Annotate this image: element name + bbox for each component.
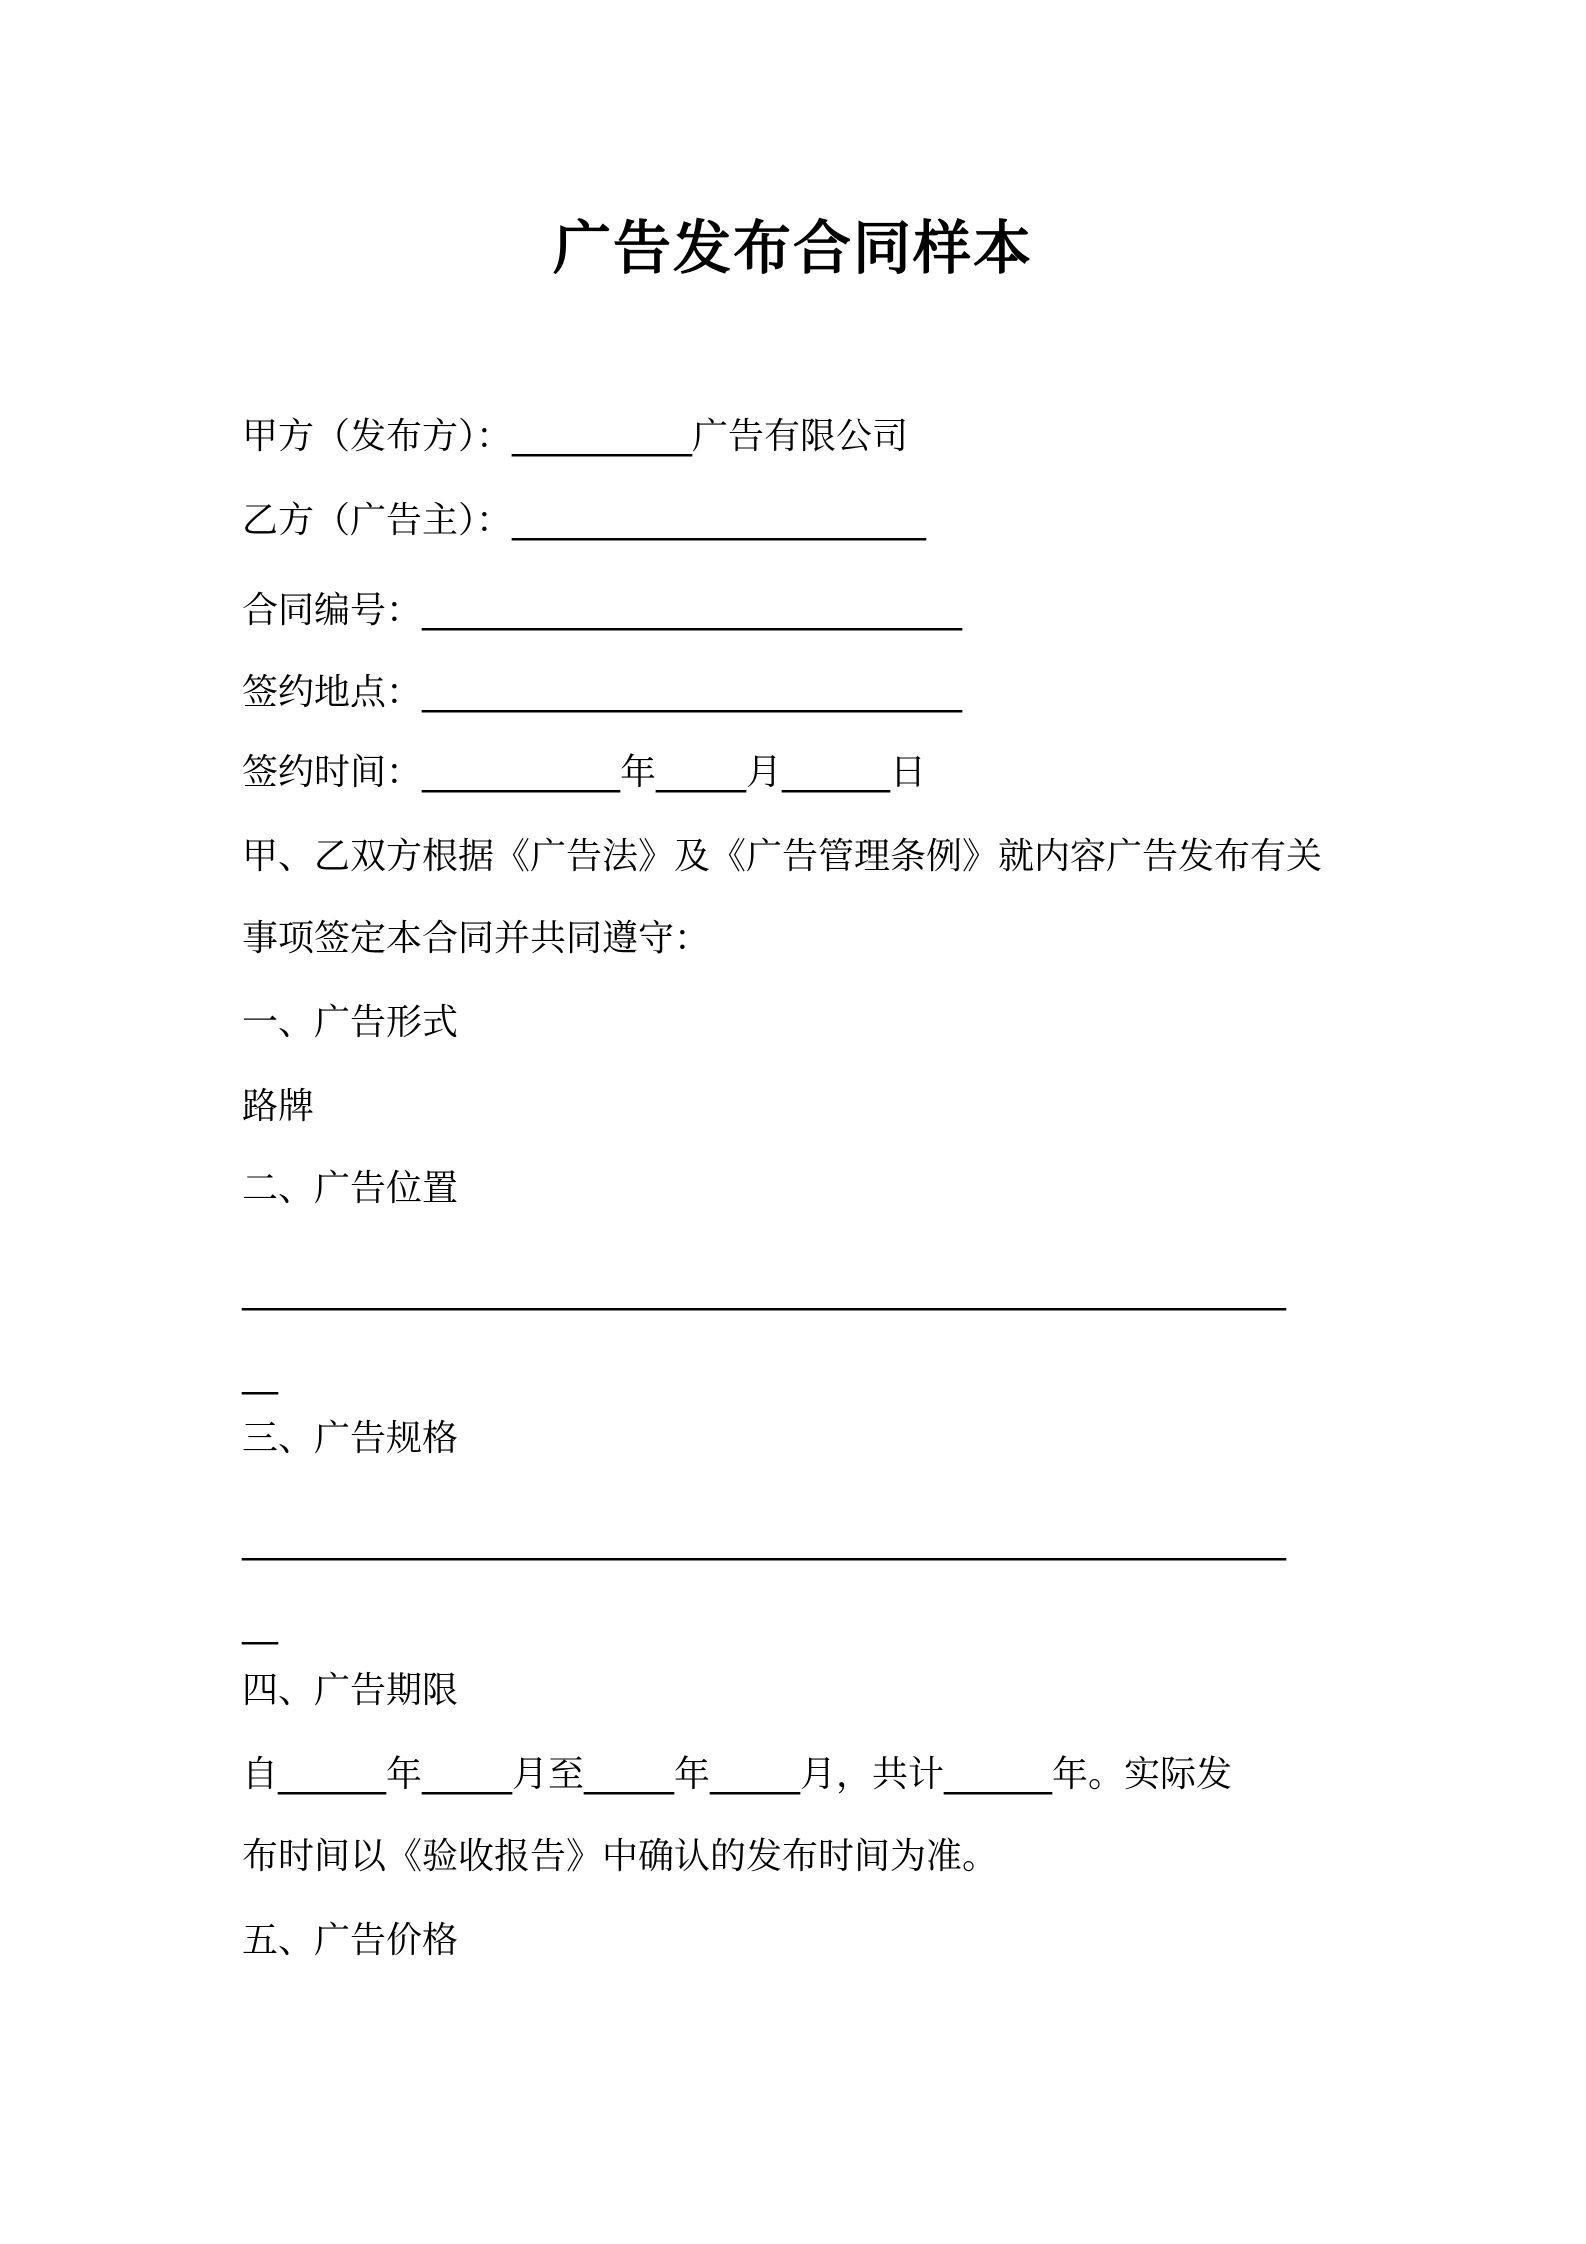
preamble-line-2: 事项签定本合同并共同遵守： bbox=[242, 918, 711, 959]
section-2-heading: 二、广告位置 bbox=[242, 1168, 459, 1209]
section-3-blank-continuation: __ bbox=[242, 1604, 278, 1645]
section-3-heading: 三、广告规格 bbox=[242, 1418, 459, 1459]
section-1-heading: 一、广告形式 bbox=[242, 1002, 459, 1043]
signing-place-line: 签约地点：______________________________ bbox=[242, 672, 963, 713]
document-title: 广告发布合同样本 bbox=[552, 214, 1033, 282]
section-4-content-line-2: 布时间以《验收报告》中确认的发布时间为准。 bbox=[242, 1836, 999, 1877]
section-5-heading: 五、广告价格 bbox=[242, 1920, 459, 1961]
preamble-line-1: 甲、乙双方根据《广告法》及《广告管理条例》就内容广告发布有关 bbox=[242, 836, 1323, 877]
section-2-blank-continuation: __ bbox=[242, 1354, 278, 1395]
section-4-content-line-1: 自______年_____月至_____年_____月，共计______年。实际发 bbox=[242, 1754, 1233, 1795]
section-3-blank-line: __________________________________________________________ bbox=[242, 1520, 1286, 1561]
party-a-line: 甲方（发布方）：__________广告有限公司 bbox=[242, 416, 909, 457]
contract-number-line: 合同编号：______________________________ bbox=[242, 590, 963, 631]
section-1-content: 路牌 bbox=[242, 1086, 315, 1127]
section-4-heading: 四、广告期限 bbox=[242, 1670, 459, 1711]
section-2-blank-line: __________________________________________________________ bbox=[242, 1270, 1286, 1311]
party-b-line: 乙方（广告主）：_______________________ bbox=[242, 500, 927, 541]
signing-time-line: 签约时间：___________年_____月______日 bbox=[242, 752, 927, 793]
